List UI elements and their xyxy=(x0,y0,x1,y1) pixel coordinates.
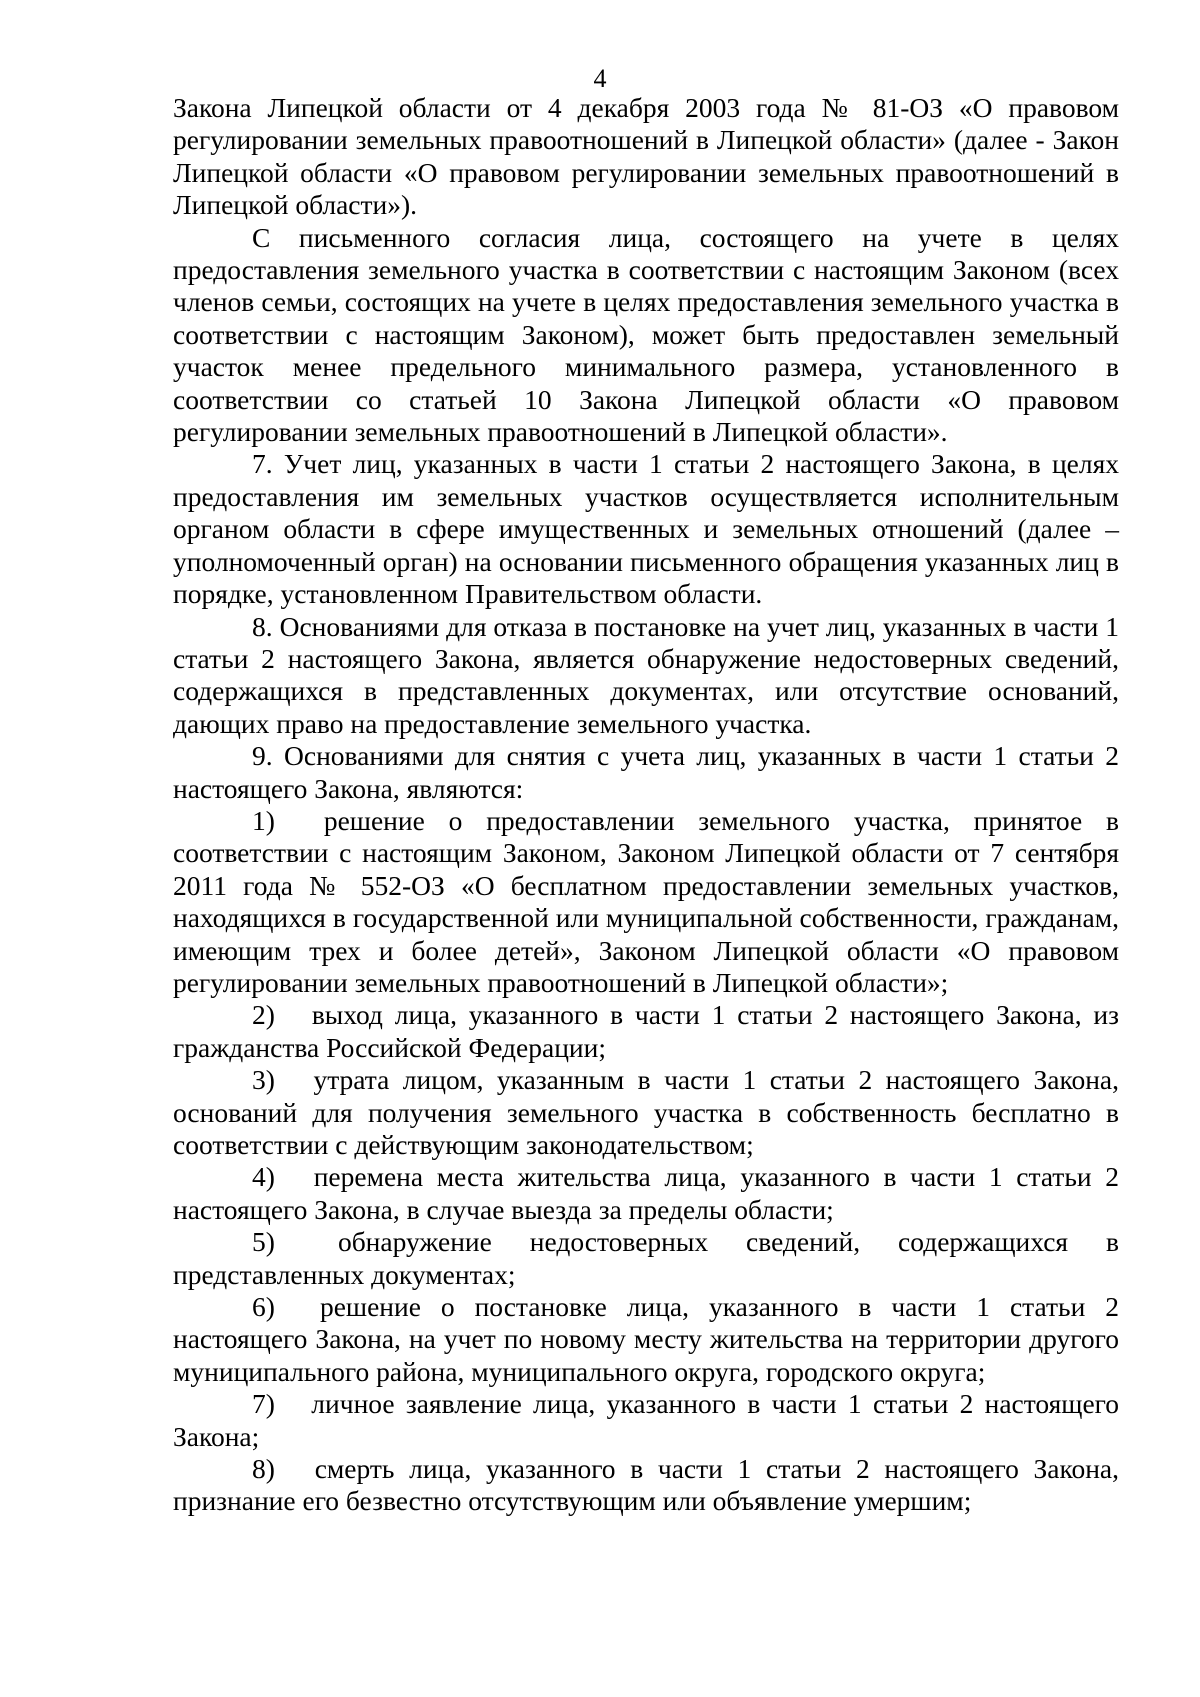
paragraph-written-consent: С письменного согласия лица, состоящего на учете в целях предоставления земельного участка в соответствии с настоящим Законом (всех членов семьи, состоящих на учете в целях предоставления земельного участка в соответствии с настоящим Законом), может быть предоставлен земельный участок менее предельного минимального размера, установленного в соответствии со статьей 10 Закона Липецкой области «О правовом регулировании земельных правоотношений в Липецкой области». xyxy=(173,221,1119,448)
list-item-number: 3) xyxy=(252,1064,275,1096)
list-item-text: решение о постановке лица, указанного в части 1 статьи 2 настоящего Закона, на учет по новому месту жительства на территории другого муниципального района, муниципального округа, городского округа; xyxy=(173,1291,1119,1387)
list-item-7 xyxy=(173,1388,1119,1453)
list-item-3 xyxy=(173,1064,1119,1161)
list-item-number: 4) xyxy=(252,1161,275,1193)
list-item-number: 1) xyxy=(252,804,275,836)
list-item-1 xyxy=(173,805,1119,999)
list-item-text: смерть лица, указанного в части 1 статьи 2 настоящего Закона, признание его безвестно отсутствующим или объявление умершим; xyxy=(173,1453,1119,1517)
paragraph-9-removal-grounds: 9. Основаниями для снятия с учета лиц, указанных в части 1 статьи 2 настоящего Закона, являются: xyxy=(173,740,1119,804)
list-item-text: решение о предоставлении земельного участка, принятое в соответствии с настоящим Законом, Законом Липецкой области от 7 сентября 2011 года № 552-ОЗ «О бесплатном предоставлении земельных участков, находящихся в государственной или муниципальной собственности, гражданам, имеющим трех и более детей», Законом Липецкой области «О правовом регулировании земельных правоотношений в Липецкой области»; xyxy=(173,804,1119,998)
list-item-text: личное заявление лица, указанного в части 1 статьи 2 настоящего Закона; xyxy=(173,1388,1119,1452)
list-item-6 xyxy=(173,1291,1119,1388)
list-item-text: перемена места жительства лица, указанного в части 1 статьи 2 настоящего Закона, в случае выезда за пределы области; xyxy=(173,1161,1120,1225)
list-item-text: выход лица, указанного в части 1 статьи 2 настоящего Закона, из гражданства Российской Федерации; xyxy=(173,999,1119,1063)
list-item-number: 8) xyxy=(252,1453,275,1485)
list-item-number: 6) xyxy=(252,1291,275,1323)
list-item-4 xyxy=(173,1161,1119,1226)
list-item-text: обнаружение недостоверных сведений, содержащихся в представленных документах; xyxy=(173,1226,1119,1290)
page-number: 4 xyxy=(593,64,607,93)
paragraph-8-refusal-grounds: 8. Основаниями для отказа в постановке на учет лиц, указанных в части 1 статьи 2 настоящего Закона, является обнаружение недостоверных сведений, содержащихся в представленных документах, или отсутствие оснований, дающих право на предоставление земельного участка. xyxy=(173,610,1119,739)
list-item-5 xyxy=(173,1226,1119,1291)
paragraph-continuation: Закона Липецкой области от 4 декабря 2003 года № 81-ОЗ «О правовом регулировании земельных правоотношений в Липецкой области» (далее - Закон Липецкой области «О правовом регулировании земельных правоотношений в Липецкой области»). xyxy=(173,92,1119,221)
paragraph-7-registration: 7. Учет лиц, указанных в части 1 статьи 2 настоящего Закона, в целях предоставления им земельных участков осуществляется исполнительным органом области в сфере имущественных и земельных отношений (далее – уполномоченный орган) на основании письменного обращения указанных лиц в порядке, установленном Правительством области. xyxy=(173,448,1119,610)
list-item-number: 5) xyxy=(252,1226,275,1258)
list-item-text: утрата лицом, указанным в части 1 статьи 2 настоящего Закона, оснований для получения земельного участка в собственность бесплатно в соответствии с действующим законодательством; xyxy=(173,1064,1119,1160)
list-item-2 xyxy=(173,999,1119,1064)
document-body xyxy=(173,92,1119,1518)
list-item-number: 2) xyxy=(252,999,275,1031)
list-item-8 xyxy=(173,1453,1119,1518)
list-item-number: 7) xyxy=(252,1388,275,1420)
